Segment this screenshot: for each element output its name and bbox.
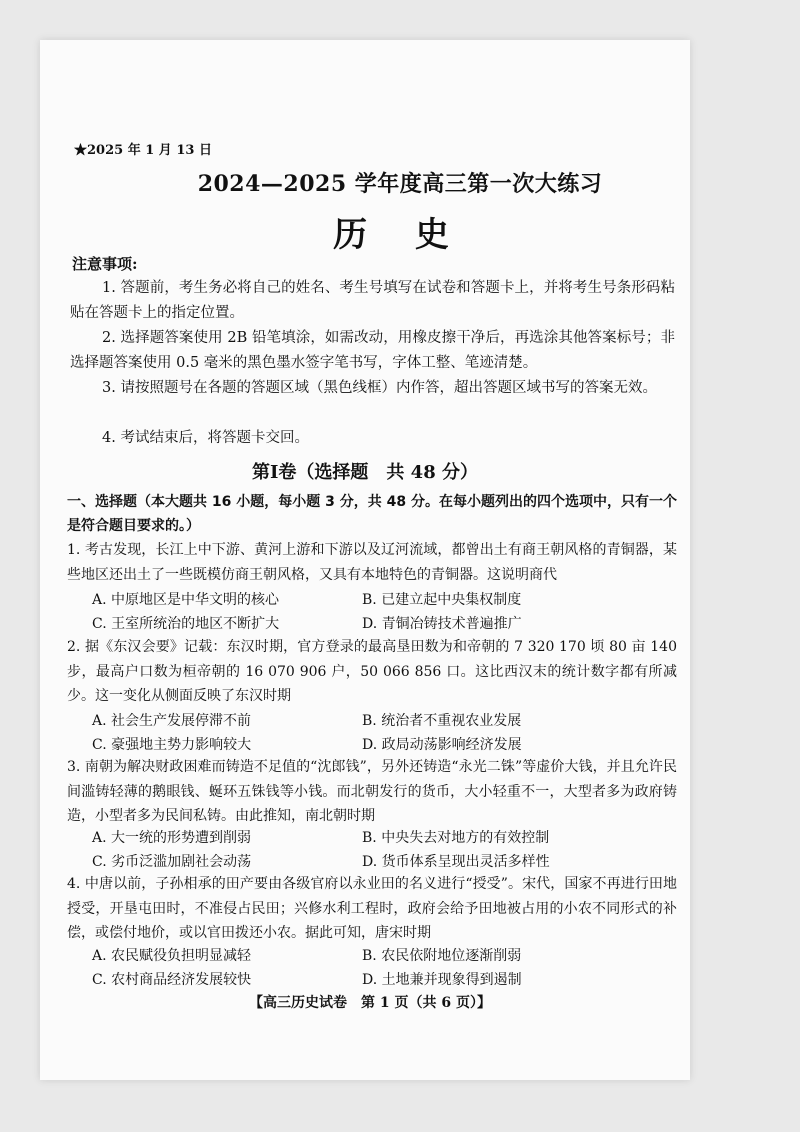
question-3-option-a[interactable]: A. 大一统的形势遭到削弱: [92, 830, 252, 846]
question-2-option-d[interactable]: D. 政局动荡影响经济发展: [362, 737, 522, 753]
question-3-stem: 3. 南朝为解决财政困难而铸造不足值的“沈郎钱”，另外还铸造“永光二铢”等虚价大钱，并且允许民间滥铸轻薄的鹅眼钱、蜒环五铢钱等小钱。而北朝发行的货币，大小轻重不一，大型者多为政府铸造，小型者多为民间私铸。由此推知，南北朝时期: [67, 759, 677, 824]
question-3-option-d[interactable]: D. 货币体系呈现出灵活多样性: [362, 854, 550, 870]
question-2-option-c[interactable]: C. 豪强地主势力影响较大: [92, 737, 252, 753]
notices-heading: 注意事项:: [72, 255, 138, 273]
exam-title: 2024—2025 学年度高三第一次大练习: [197, 171, 603, 197]
question-3-option-c[interactable]: C. 劣币泛滥加剧社会动荡: [92, 854, 252, 870]
notice-item-2: 2. 选择题答案使用 2B 铅笔填涂，如需改动，用橡皮擦干净后，再选涂其他答案标号；非选择题答案使用 0.5 毫米的黑色墨水签字笔书写，字体工整、笔迹清楚。: [70, 330, 675, 371]
question-4-stem: 4. 中唐以前，子孙相承的田产要由各级官府以永业田的名义进行“授受”。宋代，国家不再进行田地授受，开垦屯田时，不准侵占民田；兴修水利工程时，政府会给予田地被占用的小农不同形式的补偿，或偿付地价，或以官田拨还小农。据此可知，唐宋时期: [67, 876, 677, 941]
question-4-option-d[interactable]: D. 土地兼并现象得到遏制: [362, 972, 522, 988]
question-2-option-b[interactable]: B. 统治者不重视农业发展: [362, 713, 522, 729]
section-instructions: 一、选择题（本大题共 16 小题，每小题 3 分，共 48 分。在每小题列出的四个选项中，只有一个是符合题目要求的。）: [67, 494, 677, 534]
question-4-option-c[interactable]: C. 农村商品经济发展较快: [92, 972, 252, 988]
exam-subject: 历 史: [333, 215, 467, 255]
notice-item-4: 4. 考试结束后，将答题卡交回。: [102, 430, 309, 446]
question-1-option-a[interactable]: A. 中原地区是中华文明的核心: [92, 592, 280, 608]
page-footer: 【高三历史试卷 第 1 页（共 6 页）】: [249, 995, 491, 1011]
question-3-option-b[interactable]: B. 中央失去对地方的有效控制: [362, 830, 550, 846]
question-4-option-b[interactable]: B. 农民依附地位逐渐削弱: [362, 948, 522, 964]
question-1-option-d[interactable]: D. 青铜冶铸技术普遍推广: [362, 616, 522, 632]
section-title: 第Ⅰ卷（选择题 共 48 分）: [251, 462, 478, 483]
question-4-option-a[interactable]: A. 农民赋役负担明显减轻: [92, 948, 252, 964]
question-2-option-a[interactable]: A. 社会生产发展停滞不前: [92, 713, 252, 729]
exam-date: ★2025 年 1 月 13 日: [74, 143, 212, 158]
question-1-option-b[interactable]: B. 已建立起中央集权制度: [362, 592, 522, 608]
question-1-stem: 1. 考古发现，长江上中下游、黄河上游和下游以及辽河流域，都曾出土有商王朝风格的青铜器，某些地区还出土了一些既模仿商王朝风格，又具有本地特色的青铜器。这说明商代: [67, 542, 677, 583]
question-1-option-c[interactable]: C. 王室所统治的地区不断扩大: [92, 616, 280, 632]
notice-item-3: 3. 请按照题号在各题的答题区域（黑色线框）内作答，超出答题区域书写的答案无效。: [102, 380, 657, 396]
question-2-stem: 2. 据《东汉会要》记载：东汉时期，官方登录的最高垦田数为和帝朝的 7 320 170 顷 80 亩 140 步，最高户口数为桓帝朝的 16 070 906 户，50 066 856 口。这比西汉末的统计数字都有所减少。这一变化从侧面反映了东汉时期: [67, 639, 677, 704]
notice-item-1: 1. 答题前，考生务必将自己的姓名、考生号填写在试卷和答题卡上，并将考生号条形码粘贴在答题卡上的指定位置。: [70, 280, 675, 321]
